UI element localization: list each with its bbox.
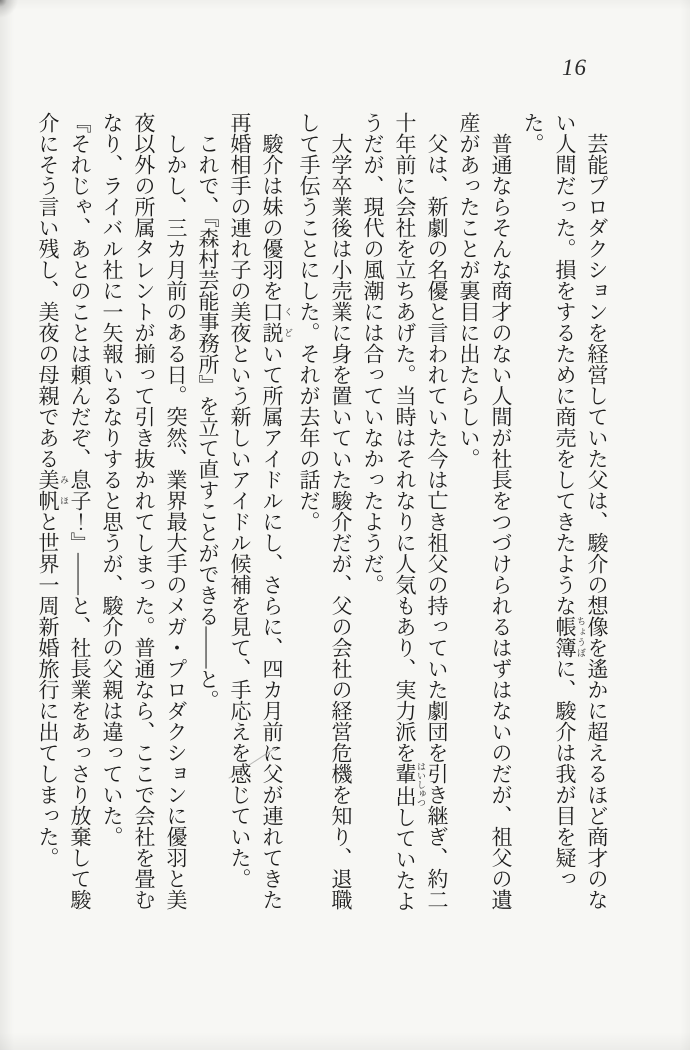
furigana-ruby: 美帆 みほ — [36, 469, 69, 511]
furigana-ruby: 帳簿 ちょうぼ — [553, 616, 586, 658]
paragraph: 駿介は妹の優羽を口説 くどいて所属アイドルにし、さらに、四カ月前に父が連れてきた再婚相手の連れ子の美夜という新しいアイドル候補を見て、手応えを感じていた。 — [228, 112, 293, 910]
paragraph: 普通ならそんな商才のない人間が社長をつづけられるはずはないのだが、祖父の遺産があったことが裏目に出たらしい。 — [457, 112, 513, 910]
text-body — [36, 112, 613, 914]
paragraph: 芸能プロダクションを経営していた父は、駿介の想像を遙かに超えるほど商才のない人間だった。損をするために商売をしてきたような帳簿 ちょうぼに、駿介は我が目を疑った。 — [521, 112, 609, 910]
furigana-ruby: 口説 くど — [260, 301, 293, 343]
paragraph: 父は、新劇の名優と言われていた今は亡き祖父の持っていた劇団を引き継ぎ、約二十年前に会社を立ちあげた。当時はそれなりに人気もあり、実力派を輩出 はいしゅつしていたようだが、現代の風潮には合っていなかったようだ。 — [361, 112, 449, 912]
paragraph: これで、『森村芸能事務所』を立て直すことができる――と。 — [196, 133, 220, 711]
furigana-ruby: 輩出 はいしゅつ — [393, 762, 426, 808]
paragraph: 『それじゃ、あとのことは頼んだぞ、息子！』――と、社長業をあっさり放棄して駿介にそう言い残し、美夜の母親である美帆 みほと世界一周新婚旅行に出てしまった。 — [36, 112, 92, 910]
paragraph: しかし、三カ月前のある日。突然、業界最大手のメガ・プロダクションに優羽と美夜以外の所属タレントが揃って引き抜かれてしまった。普通なら、ここで会社を畳むなり、ライバル社に一矢報いるなりすると思うが、駿介の父親は違っていた。 — [100, 112, 188, 910]
paragraph: 大学卒業後は小売業に身を置いていた駿介だが、父の会社の経営危機を知り、退職して手伝うことにした。それが去年の話だ。 — [297, 112, 353, 910]
page-number: 16 — [562, 55, 587, 80]
